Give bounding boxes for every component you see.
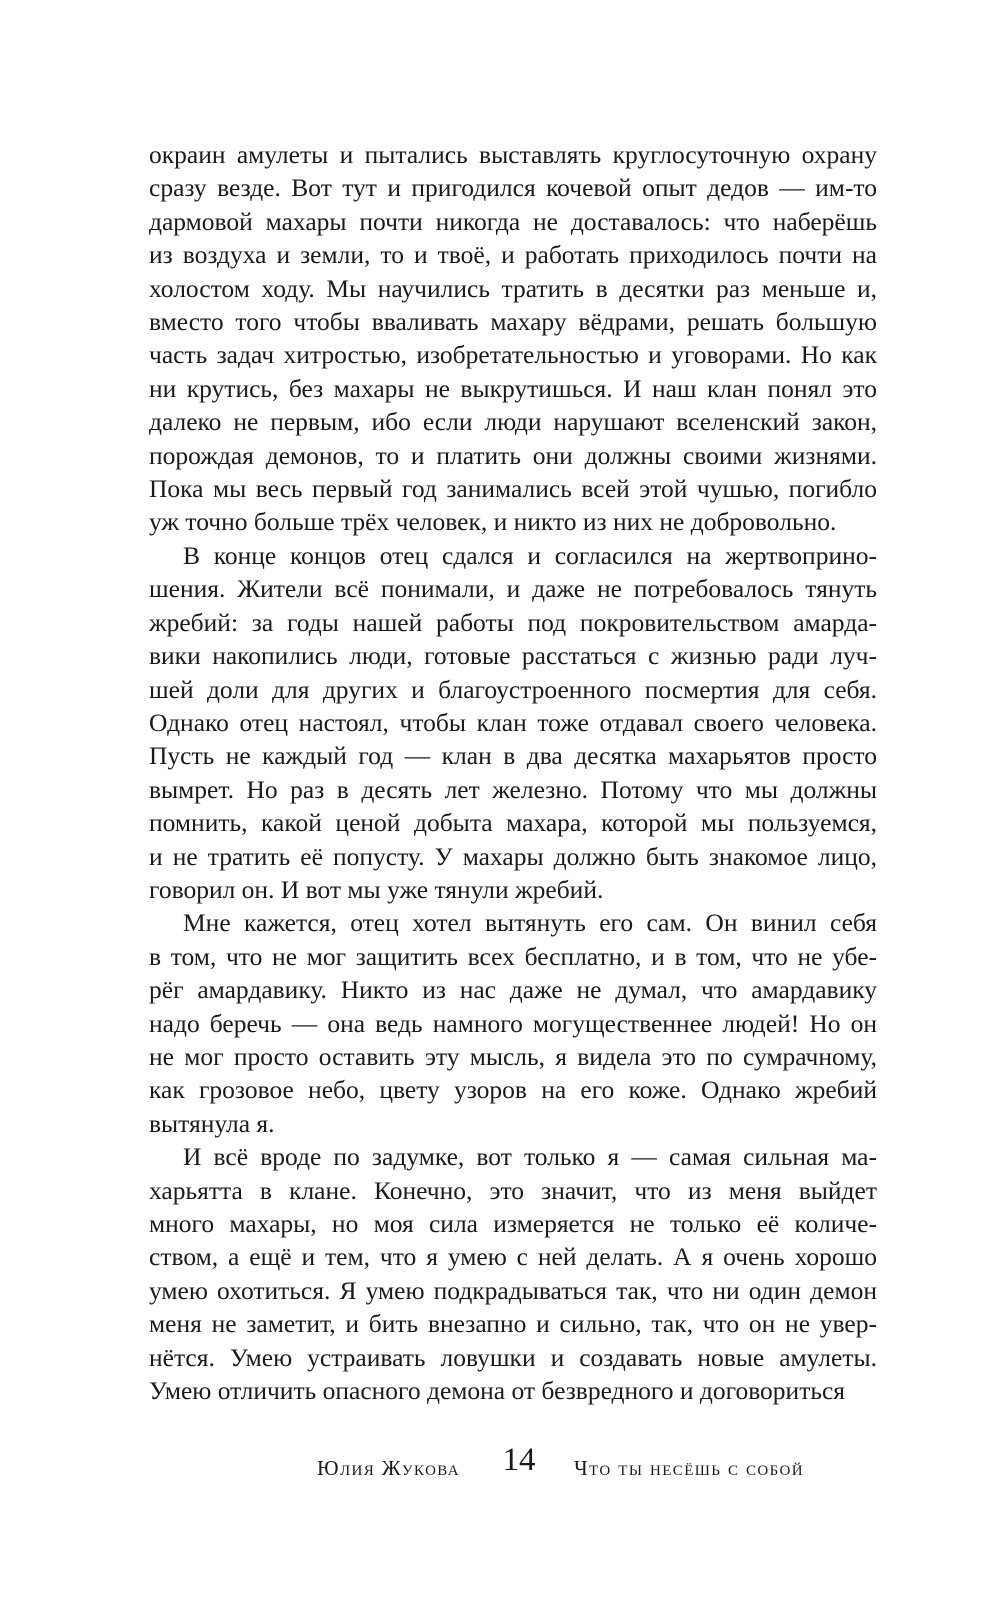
text-line: говорил он. И вот мы уже тянули жребий. (149, 874, 604, 904)
text-line: из воздуха и земли, то и твоё, и работать приходилось почти на (149, 240, 877, 270)
text-line: как грозовое небо, цвету узоров на его коже. Однако жребий (149, 1075, 877, 1105)
text-line: меня не заметит, и бить внезапно и сильно, так, что он не увер- (149, 1309, 877, 1339)
text-line: И всё вроде по задумке, вот только я — самая сильная ма- (183, 1142, 877, 1172)
text-line: окраин амулеты и пытались выставлять круглосуточную охрану (149, 140, 877, 169)
text-line: Пусть не каждый год — клан в два десятка махарьятов просто (149, 741, 877, 771)
text-line: рёг амардавику. Никто из нас даже не думал, что амардавику (149, 975, 877, 1005)
text-line: шения. Жители всё понимали, и даже не потребовалось тянуть (149, 574, 877, 604)
page-number: 14 (502, 1442, 536, 1478)
text-line: порождая демонов, то и платить они должны своими жизнями. (149, 440, 877, 470)
text-line: надо беречь — она ведь намного могущественнее людей! Но он (149, 1008, 877, 1038)
text-line: в том, что не мог защитить всех бесплатно, и в том, что не убе- (149, 941, 877, 971)
text-line: Умею отличить опасного демона от безвредного и договориться (149, 1376, 846, 1406)
body-text (149, 138, 877, 1407)
text-line: ством, а ещё и тем, что я умею с ней делать. А я очень хорошо (149, 1242, 877, 1272)
text-line: В конце концов отец сдался и согласился на жертвоприно- (183, 540, 877, 570)
text-line: Однако отец настоял, чтобы клан тоже отдавал своего человека. (149, 707, 877, 737)
text-line: не мог просто оставить эту мысль, я видела это по сумрачному, (149, 1041, 877, 1071)
page-footer (0, 1442, 1000, 1492)
text-line: и не тратить её попусту. У махары должно быть знакомое лицо, (149, 841, 877, 871)
paragraph (149, 1140, 877, 1407)
text-line: нётся. Умею устраивать ловушки и создавать новые амулеты. (149, 1342, 877, 1372)
text-line: дармовой махары почти никогда не доставалось: что наберёшь (149, 206, 877, 236)
text-line: умею охотиться. Я умею подкрадываться так, что ни один демон (149, 1275, 877, 1305)
text-line: вытянула я. (149, 1108, 275, 1138)
text-line: далеко не первым, ибо если люди нарушают вселенский закон, (149, 407, 877, 437)
text-line: Мне кажется, отец хотел вытянуть его сам. Он винил себя (183, 908, 877, 938)
text-line: часть задач хитростью, изобретательностью и уговорами. Но как (149, 340, 877, 370)
text-line: помнить, какой ценой добыта махара, которой мы пользуемся, (149, 808, 877, 838)
footer-book-title: Что ты несёшь с собой (574, 1456, 805, 1480)
text-line: уж точно больше трёх человек, и никто из них не добровольно. (149, 507, 837, 537)
text-line: вики накопились люди, готовые расстаться с жизнью ради луч- (149, 641, 877, 671)
text-line: жребий: за годы нашей работы под покровительством амарда- (149, 607, 877, 637)
footer-author: Юлия Жукова (316, 1456, 460, 1480)
text-line: шей доли для других и благоустроенного посмертия для себя. (149, 674, 877, 704)
text-line: харьятта в клане. Конечно, это значит, что из меня выйдет (149, 1175, 877, 1205)
paragraph (149, 138, 877, 539)
text-line: много махары, но моя сила измеряется не только её количе- (149, 1209, 877, 1238)
text-line: вместо того чтобы вваливать махару вёдрами, решать большую (149, 307, 877, 337)
text-line: ни крутись, без махары не выкрутишься. И наш клан понял это (149, 373, 877, 403)
text-line: холостом ходу. Мы научились тратить в десятки раз меньше и, (149, 273, 877, 303)
text-line: вымрет. Но раз в десять лет железно. Потому что мы должны (149, 774, 877, 804)
text-line: сразу везде. Вот тут и пригодился кочевой опыт дедов — им-то (149, 173, 877, 203)
paragraph (149, 906, 877, 1140)
paragraph (149, 539, 877, 906)
text-line: Пока мы весь первый год занимались всей этой чушью, погибло (149, 474, 877, 504)
